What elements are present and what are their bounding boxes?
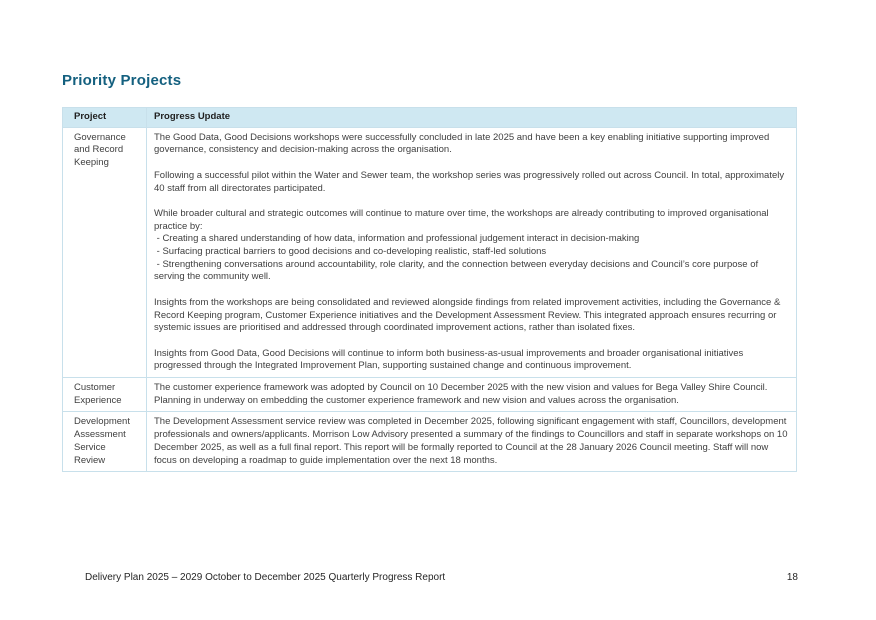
table-row-development-assessment-service-review [63, 412, 797, 472]
progress-paragraph: Insights from Good Data, Good Decisions will continue to inform both business-as-usual improvements and broader organisational initiatives progressed through the Integrated Improvement Plan, supporting sustained change and continuous improvement. [154, 347, 746, 372]
footer-page-number: 18 [786, 572, 798, 583]
table-row-governance-and-record-keeping [63, 127, 797, 377]
progress-cell [147, 378, 797, 412]
column-header-progress-update: Progress Update [147, 108, 797, 128]
project-cell: Customer Experience [63, 378, 147, 412]
priority-projects-table [62, 107, 797, 472]
progress-paragraph: Insights from the workshops are being consolidated and reviewed alongside findings from related improvement activities, including the Governance & Record Keeping program, Customer Experience initiatives and the Development Assessment Review. This integrated approach ensures recurring or systemic issues are prioritised and addressed through coordinated improvement actions, rather than isolated fixes. [154, 296, 783, 334]
page-footer [85, 572, 798, 583]
progress-paragraph: Following a successful pilot within the Water and Sewer team, the workshop series was progressively rolled out across Council. In total, approximately 40 staff from all directorates participated. [154, 169, 787, 194]
progress-paragraph: The customer experience framework was adopted by Council on 10 December 2025 with the new vision and values for Bega Valley Shire Council. Planning in underway on embedding the customer experience framework and new vision and values across the organisation. [154, 382, 771, 406]
page-title: Priority Projects [62, 72, 182, 89]
table-header-row [63, 108, 797, 128]
project-cell: Development Assessment Service Review [63, 412, 147, 472]
project-cell: Governance and Record Keeping [63, 127, 147, 377]
progress-bullet-line: - Creating a shared understanding of how data, information and professional judgement interact in decision-making [154, 233, 640, 245]
progress-paragraph: The Good Data, Good Decisions workshops were successfully concluded in late 2025 and have been a key enabling initiative supporting improved governance, consistency and decision-making across the organisation. [154, 131, 772, 156]
progress-cell [147, 412, 797, 472]
progress-paragraph: The Development Assessment service review was completed in December 2025, following significant engagement with staff, Councillors, development professionals and owners/applicants. Morrison Low Advisory presented a summary of the findings to Councillors and staff in separate workshops on 10 December 2025, as well as a full final report. This report will be formally reported to Council at the 28 January 2026 Council meeting. Staff will now focus on developing a roadmap to guide implementation over the next 18 months. [154, 416, 791, 466]
footer-document-title: Delivery Plan 2025 – 2029 October to December 2025 Quarterly Progress Report [85, 572, 446, 583]
progress-bullet-line: - Strengthening conversations around accountability, role clarity, and the connection between everyday decisions and Council’s core purpose of serving the community well. [154, 258, 761, 283]
progress-cell [147, 127, 797, 377]
table-row-customer-experience [63, 378, 797, 412]
column-header-project: Project [63, 108, 147, 128]
progress-bullet-line: - Surfacing practical barriers to good decisions and co-developing realistic, staff-led solutions [154, 246, 547, 257]
progress-paragraph: While broader cultural and strategic outcomes will continue to mature over time, the workshops are already contributing to improved organisational practice by: [154, 207, 772, 232]
